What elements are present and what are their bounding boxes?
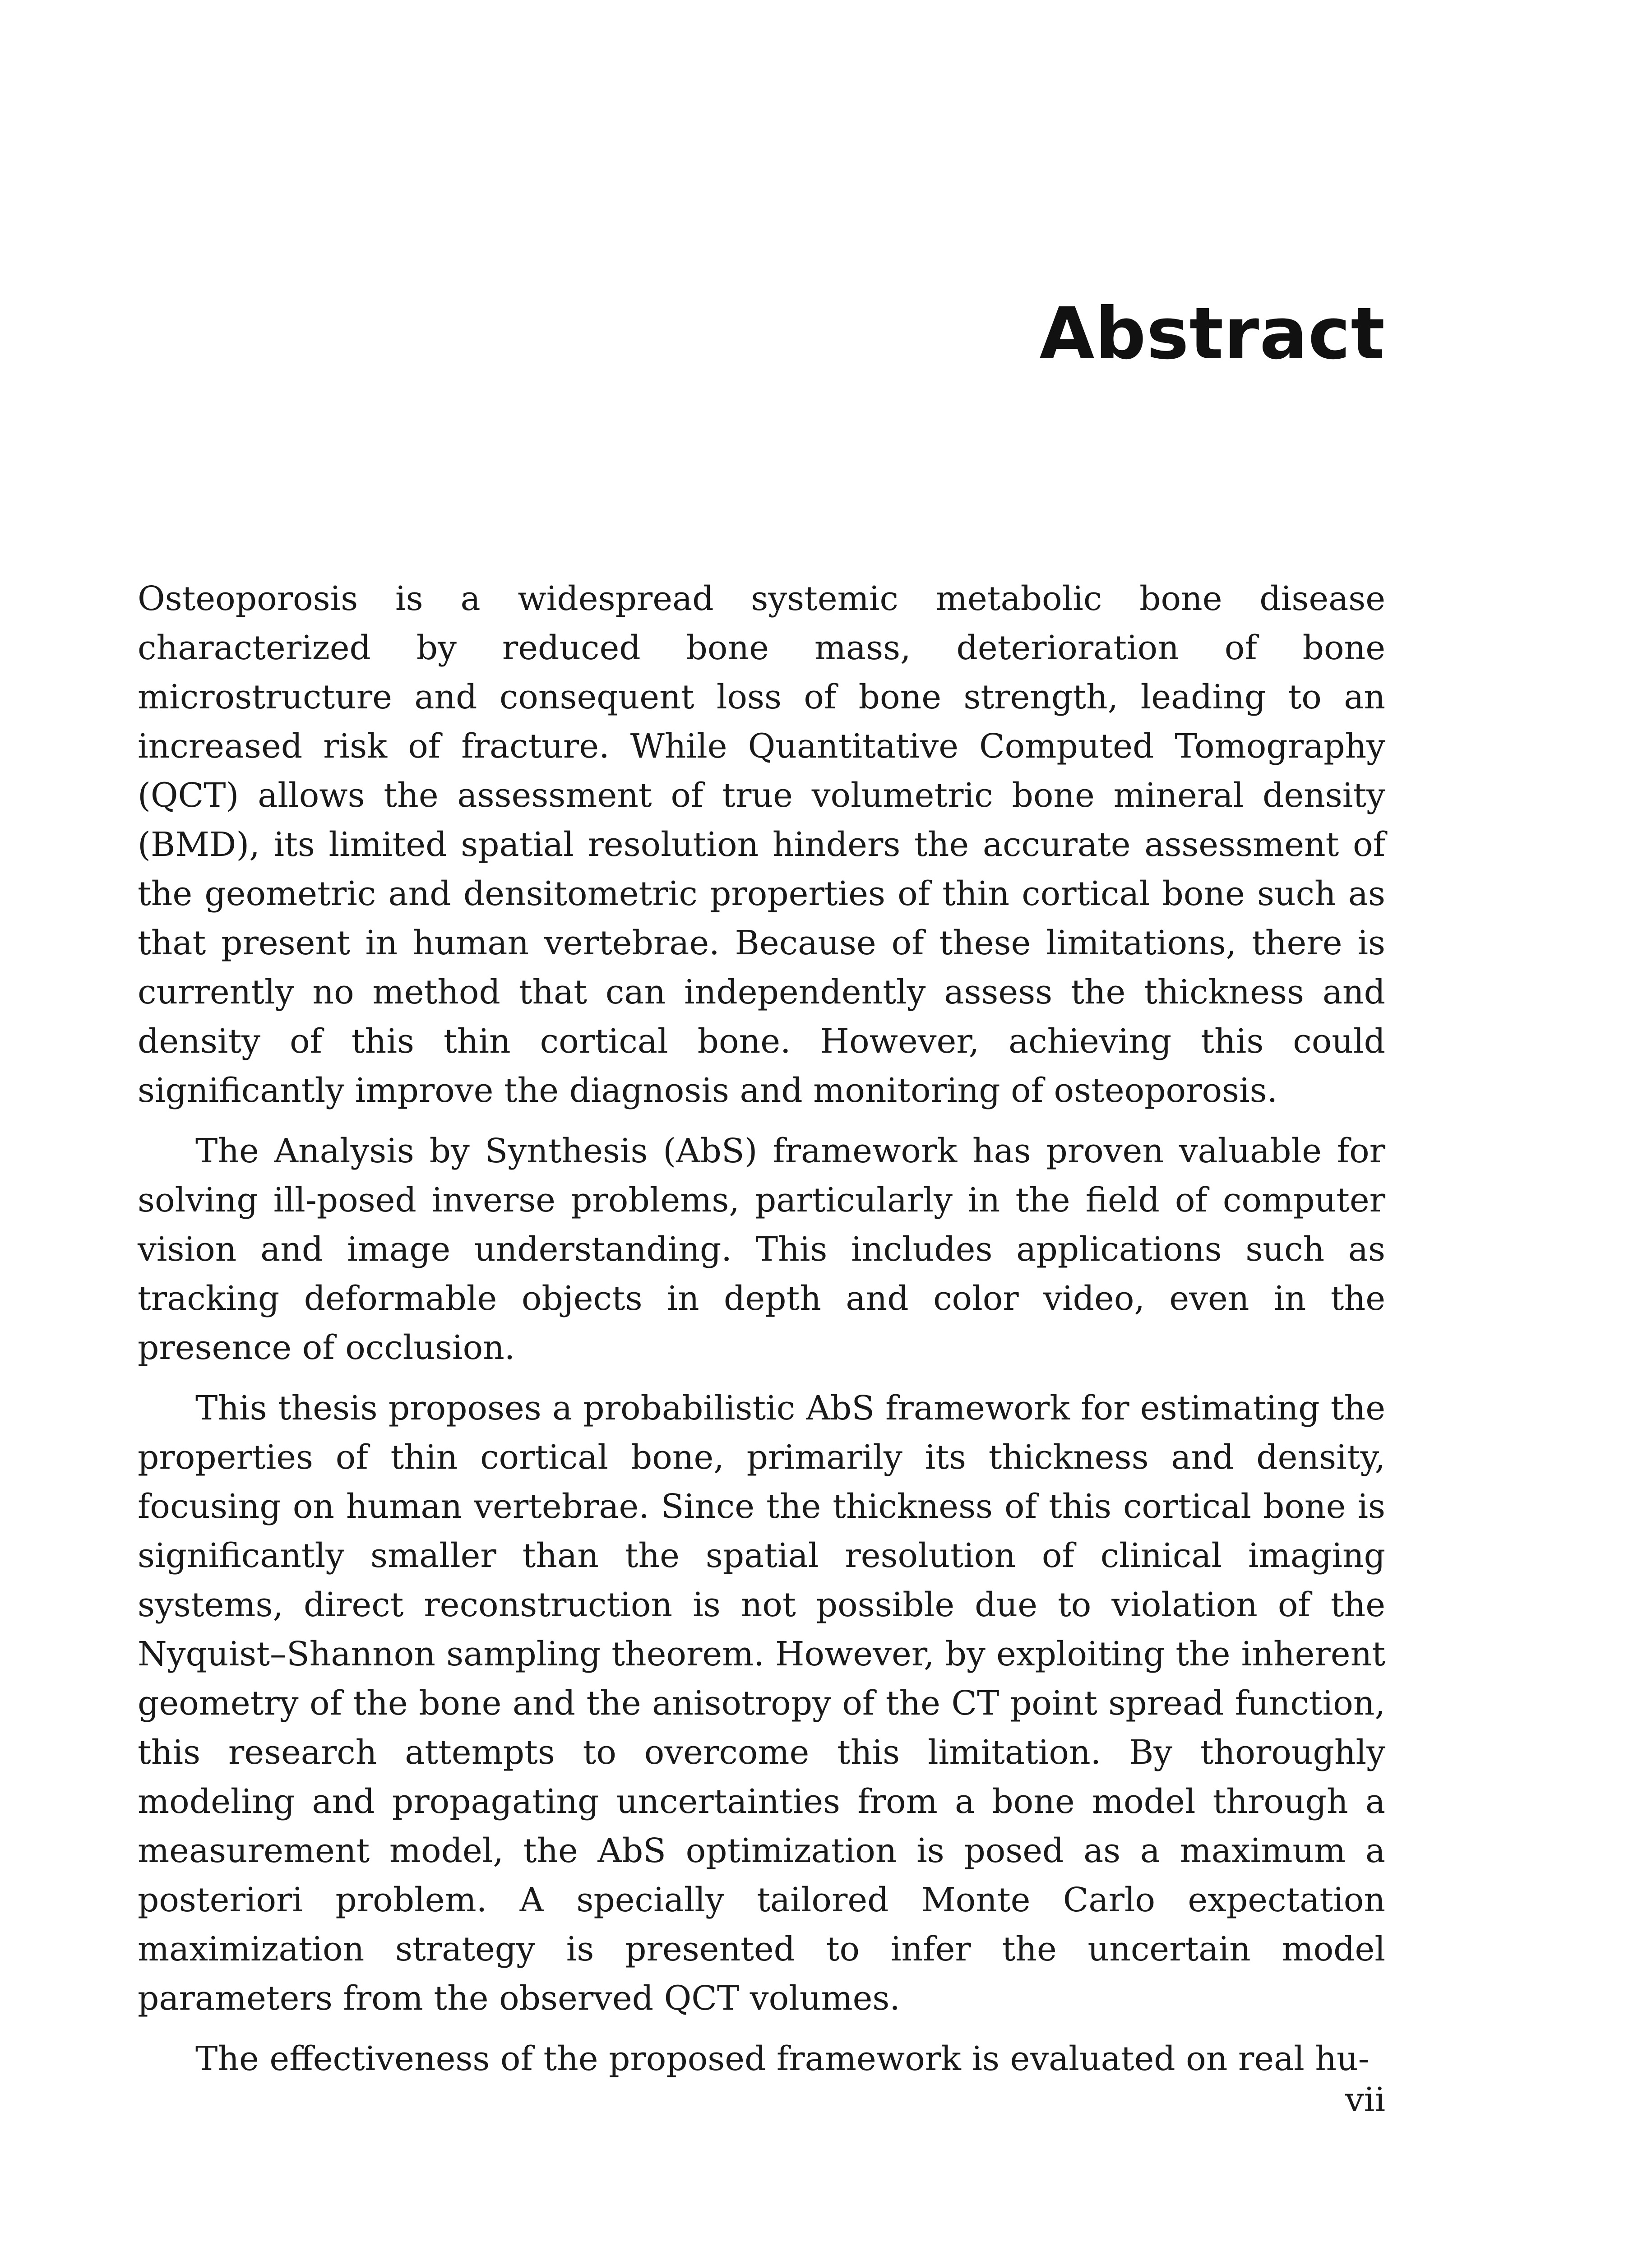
paragraph: The effectiveness of the proposed framework is evaluated on real hu-: [195, 2039, 1370, 2078]
paragraph: Osteoporosis is a widespread systemic metabolic bone disease characterized by reduced bone mass, deterioration of bone microstructure and consequent loss of bone strength, leading to an increased risk of fracture. While Quantitative Computed Tomography (QCT) allows the assessment of true volumetric bone mineral density (BMD), its limited spatial resolution hinders the accurate assessment of the geometric and densitometric properties of thin cortical bone such as that present in human vertebrae. Because of these limitations, there is currently no method that can independently assess the thickness and density of this thin cortical bone. However, achieving this could significantly improve the diagnosis and monitoring of osteoporosis.: [138, 579, 1385, 1110]
abstract-body: [138, 574, 1385, 2084]
paragraph: This thesis proposes a probabilistic AbS framework for estimating the properties of thin cortical bone, primarily its thickness and density, focusing on human vertebrae. Since the thickness of this cortical bone is significantly smaller than the spatial resolution of clinical imaging systems, direct reconstruction is not possible due to violation of the Nyquist–Shannon sampling theorem. However, by exploiting the inherent geometry of the bone and the anisotropy of the CT point spread function, this research attempts to overcome this limitation. By thoroughly modeling and propagating uncertainties from a bone model through a measurement model, the AbS optimization is posed as a maximum a posteriori problem. A specially tailored Monte Carlo expectation maximization strategy is presented to infer the uncertain model parameters from the observed QCT volumes.: [138, 1389, 1385, 2018]
paragraph: The Analysis by Synthesis (AbS) framework has proven valuable for solving ill-posed inverse problems, particularly in the field of computer vision and image understanding. This includes applications such as tracking deformable objects in depth and color video, even in the presence of occlusion.: [138, 1132, 1385, 1367]
page-number: vii: [1345, 2080, 1385, 2119]
chapter-title: Abstract: [1039, 292, 1385, 375]
